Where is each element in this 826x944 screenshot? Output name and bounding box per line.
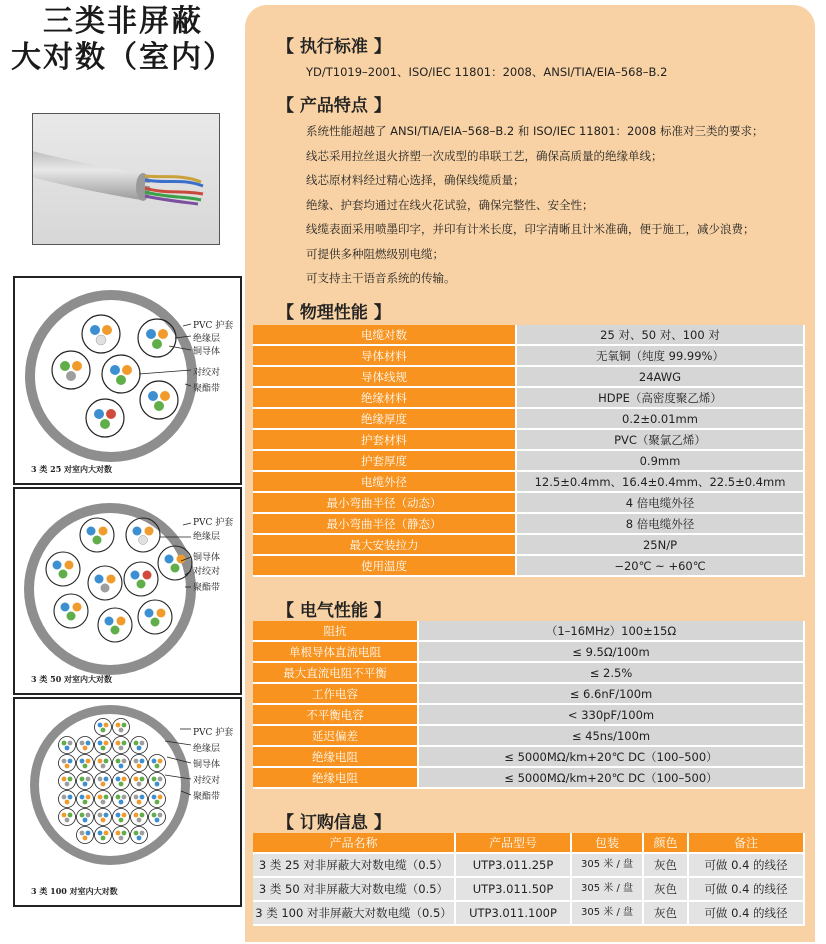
- conductor-dot: [98, 831, 103, 836]
- property-value: 8 倍电缆外径: [517, 514, 805, 535]
- conductor-dot: [140, 795, 145, 800]
- product-name: 3 类 100 对非屏蔽大对数电缆（0.5）: [253, 902, 456, 926]
- table-row: [253, 346, 805, 367]
- pair-unit: [77, 755, 94, 772]
- label-conductor: 铜导体: [193, 553, 221, 563]
- conductor-dot: [98, 741, 103, 746]
- conductor-dot: [116, 741, 121, 746]
- table-row: [253, 451, 805, 472]
- color: 灰色: [644, 902, 689, 926]
- conductor-dot: [137, 800, 142, 805]
- feature-item: 线芯原材料经过精心选择，确保线缆质量；: [306, 173, 525, 187]
- property-value: PVC（聚氯乙烯）: [517, 430, 805, 451]
- conductor-dot: [101, 836, 106, 841]
- conductor-dot: [65, 746, 70, 751]
- label-insulation: 绝缘层: [193, 532, 221, 542]
- property-name: 工作电容: [253, 684, 419, 705]
- conductor-dot: [86, 795, 91, 800]
- label-pvc-jacket: PVC 护套: [193, 321, 234, 331]
- property-value: 无氧铜（纯度 99.99%）: [517, 346, 805, 367]
- property-value: ≤ 45ns/100m: [419, 726, 805, 747]
- conductor-dot: [155, 764, 160, 769]
- property-name: 护套厚度: [253, 451, 517, 472]
- conductor-dot: [134, 813, 139, 818]
- property-value: 25N/P: [517, 535, 805, 556]
- table-row: [253, 493, 805, 514]
- diagram-100-pair: [13, 697, 242, 907]
- standards-text: YD/T1019–2001、ISO/IEC 11801：2008、ANSI/TIA/EIA–568–B.2: [306, 65, 668, 79]
- diagram-caption: 3 类 25 对室内大对数: [31, 464, 113, 474]
- feature-item: 绝缘、护套均通过在线火花试验，确保完整性、安全性；: [306, 198, 594, 212]
- conductor-dot: [101, 782, 106, 787]
- property-value: −20℃ ~ +60℃: [517, 556, 805, 577]
- conductor-dot: [152, 813, 157, 818]
- conductor-dot: [122, 759, 127, 764]
- label-pvc-jacket: PVC 护套: [193, 518, 234, 528]
- table-row: [253, 768, 805, 789]
- conductor-dot: [140, 831, 145, 836]
- conductor-dot: [101, 746, 106, 751]
- label-polyester-tape: 聚酯带: [193, 583, 221, 593]
- conductor-dot: [101, 728, 106, 733]
- pair-unit: [95, 719, 112, 736]
- pair-unit: [77, 809, 94, 826]
- packaging: 305 米 / 盘: [572, 878, 644, 902]
- conductor-dot: [122, 813, 127, 818]
- property-name: 绝缘材料: [253, 388, 517, 409]
- remark: 可做 0.4 的线径: [689, 878, 805, 902]
- conductor-dot: [65, 800, 70, 805]
- conductor-dot: [119, 728, 124, 733]
- conductor-dot: [158, 813, 163, 818]
- conductor-dot: [140, 777, 145, 782]
- property-name: 最小弯曲半径（动态）: [253, 493, 517, 514]
- conductor-dot: [83, 782, 88, 787]
- conductor-dot: [122, 741, 127, 746]
- conductor-dot: [62, 741, 67, 746]
- conductor-dot: [122, 723, 127, 728]
- property-name: 最大直流电阻不平衡: [253, 663, 419, 684]
- product-model: UTP3.011.25P: [456, 854, 572, 878]
- property-name: 绝缘厚度: [253, 409, 517, 430]
- cable-photo: [32, 113, 220, 245]
- conductor-dot: [122, 831, 127, 836]
- pair-unit: [59, 791, 76, 808]
- product-name: 3 类 25 对非屏蔽大对数电缆（0.5）: [253, 854, 456, 878]
- table-row: [253, 726, 805, 747]
- property-value: 12.5±0.4mm、16.4±0.4mm、22.5±0.4mm: [517, 472, 805, 493]
- conductor-dot: [119, 764, 124, 769]
- conductor-dot: [134, 741, 139, 746]
- pair-unit: [59, 755, 76, 772]
- pair-unit: [131, 809, 148, 826]
- conductor-dot: [134, 795, 139, 800]
- pair-unit: [113, 827, 130, 844]
- conductor-dot: [80, 813, 85, 818]
- conductor-dot: [134, 759, 139, 764]
- label-twisted-pair: 对绞对: [193, 368, 221, 378]
- property-name: 延迟偏差: [253, 726, 419, 747]
- conductor-dot: [80, 777, 85, 782]
- label-polyester-tape: 聚酯带: [193, 384, 221, 394]
- conductor-dot: [158, 759, 163, 764]
- conductor-dot: [140, 813, 145, 818]
- title-line-2: 大对数（室内）: [11, 40, 235, 75]
- table-header-row: [253, 833, 805, 854]
- conductor-dot: [98, 813, 103, 818]
- section-ordering-heading: 【 订购信息 】: [277, 813, 391, 833]
- conductor-dot: [101, 764, 106, 769]
- conductor-dot: [68, 813, 73, 818]
- label-insulation: 绝缘层: [193, 334, 221, 344]
- page-title: [0, 4, 246, 76]
- feature-item: 可提供多种阻燃级别电缆；: [306, 247, 444, 261]
- section-electrical-heading: 【 电气性能 】: [277, 601, 391, 621]
- pair-unit: [59, 773, 76, 790]
- remark: 可做 0.4 的线径: [689, 902, 805, 926]
- property-name: 不平衡电容: [253, 705, 419, 726]
- title-line-1: 三类非屏蔽: [43, 4, 203, 39]
- pair-unit: [95, 737, 112, 754]
- property-value: ≤ 6.6nF/100m: [419, 684, 805, 705]
- conductor-dot: [101, 800, 106, 805]
- conductor-dot: [68, 795, 73, 800]
- pair-unit: [95, 827, 112, 844]
- table-row: [253, 430, 805, 451]
- conductor-dot: [104, 813, 109, 818]
- conductor-dot: [86, 759, 91, 764]
- conductor-dot: [155, 818, 160, 823]
- pair-unit: [95, 755, 112, 772]
- pair-unit: [131, 755, 148, 772]
- conductor-dot: [68, 741, 73, 746]
- conductor-dot: [65, 764, 70, 769]
- conductor-dot: [86, 831, 91, 836]
- property-name: 最大安装拉力: [253, 535, 517, 556]
- pair-unit: [131, 737, 148, 754]
- table-row: [253, 535, 805, 556]
- pair-unit: [95, 773, 112, 790]
- conductor-dot: [134, 777, 139, 782]
- pair-unit: [95, 791, 112, 808]
- property-name: 导体线规: [253, 367, 517, 388]
- table-row: [253, 367, 805, 388]
- conductor-dot: [86, 741, 91, 746]
- conductor-dot: [98, 777, 103, 782]
- conductor-dot: [137, 746, 142, 751]
- conductor-dot: [68, 777, 73, 782]
- conductor-dot: [101, 818, 106, 823]
- pair-unit: [113, 737, 130, 754]
- packaging: 305 米 / 盘: [572, 902, 644, 926]
- conductor-dot: [158, 795, 163, 800]
- conductor-dot: [140, 741, 145, 746]
- pair-unit: [77, 737, 94, 754]
- pair-unit: [77, 773, 94, 790]
- table-row: [253, 556, 805, 577]
- conductor-dot: [83, 836, 88, 841]
- property-name: 电缆外径: [253, 472, 517, 493]
- product-model: UTP3.011.50P: [456, 878, 572, 902]
- label-twisted-pair: 对绞对: [193, 776, 221, 786]
- conductor-dot: [62, 813, 67, 818]
- conductor-dot: [62, 795, 67, 800]
- table-row: [253, 684, 805, 705]
- pair-unit: [95, 809, 112, 826]
- table-row: [253, 878, 805, 902]
- table-row: [253, 642, 805, 663]
- property-value: ≤ 5000MΩ/km+20℃ DC（100–500）: [419, 768, 805, 789]
- conductor-dot: [83, 764, 88, 769]
- conductor-dot: [116, 723, 121, 728]
- conductor-dot: [119, 836, 124, 841]
- conductor-dot: [116, 813, 121, 818]
- property-name: 最小弯曲半径（静态）: [253, 514, 517, 535]
- pair-unit: [113, 773, 130, 790]
- pair-unit: [149, 755, 166, 772]
- section-physical-heading: 【 物理性能 】: [277, 303, 391, 323]
- conductor-dot: [80, 741, 85, 746]
- table-row: [253, 388, 805, 409]
- conductor-dot: [104, 795, 109, 800]
- table-row: [253, 409, 805, 430]
- conductor-dot: [137, 818, 142, 823]
- pair-unit: [77, 827, 94, 844]
- property-value: ≤ 5000MΩ/km+20℃ DC（100–500）: [419, 747, 805, 768]
- diagram-25-pair: [13, 276, 242, 485]
- conductor-dot: [62, 759, 67, 764]
- conductor-dot: [134, 831, 139, 836]
- conductor-dot: [152, 777, 157, 782]
- conductor-dot: [65, 782, 70, 787]
- conductor-dot: [116, 759, 121, 764]
- cable-photo-image: [33, 114, 219, 244]
- physical-properties-table: [253, 325, 805, 577]
- conductor-dot: [68, 759, 73, 764]
- conductor-dot: [65, 818, 70, 823]
- table-row: [253, 854, 805, 878]
- label-insulation: 绝缘层: [193, 744, 221, 754]
- conductor-dot: [152, 795, 157, 800]
- conductor-dot: [122, 777, 127, 782]
- property-value: （1–16MHz）100±15Ω: [419, 621, 805, 642]
- pair-unit: [113, 755, 130, 772]
- property-name: 护套材料: [253, 430, 517, 451]
- pair-unit: [77, 791, 94, 808]
- pair-unit: [131, 791, 148, 808]
- product-name: 3 类 50 对非屏蔽大对数电缆（0.5）: [253, 878, 456, 902]
- diagram-50-pair: [13, 487, 242, 695]
- label-conductor: 铜导体: [193, 347, 221, 357]
- property-value: 4 倍电缆外径: [517, 493, 805, 514]
- conductor-dot: [104, 741, 109, 746]
- column-header: 产品名称: [253, 833, 456, 854]
- conductor-dot: [137, 782, 142, 787]
- conductor-dot: [104, 723, 109, 728]
- property-value: 0.2±0.01mm: [517, 409, 805, 430]
- conductor-dot: [155, 800, 160, 805]
- property-value: HDPE（高密度聚乙烯）: [517, 388, 805, 409]
- conductor-dot: [98, 759, 103, 764]
- pair-unit: [131, 773, 148, 790]
- property-name: 绝缘电阻: [253, 768, 419, 789]
- diagram-caption: 3 类 100 对室内大对数: [31, 886, 118, 896]
- conductor-dot: [80, 759, 85, 764]
- label-polyester-tape: 聚酯带: [193, 792, 221, 802]
- feature-item: 线芯采用拉丝退火挤塑一次成型的串联工艺，确保高质量的绝缘单线；: [306, 149, 663, 163]
- diagram-caption: 3 类 50 对室内大对数: [31, 674, 113, 684]
- property-value: 24AWG: [517, 367, 805, 388]
- pair-unit: [59, 809, 76, 826]
- conductor-dot: [140, 759, 145, 764]
- conductor-dot: [158, 777, 163, 782]
- conductor-dot: [104, 777, 109, 782]
- column-header: 包装: [572, 833, 644, 854]
- pair-unit: [113, 719, 130, 736]
- feature-item: 可支持主干语音系统的传输。: [306, 271, 456, 285]
- conductor-dot: [86, 813, 91, 818]
- table-row: [253, 325, 805, 346]
- table-row: [253, 902, 805, 926]
- feature-item: 线缆表面采用喷墨印字，并印有计米长度，印字清晰且计米准确，便于施工，减少浪费；: [306, 222, 755, 236]
- pair-unit: [113, 791, 130, 808]
- property-value: < 330pF/100m: [419, 705, 805, 726]
- pair-unit: [149, 809, 166, 826]
- property-name: 电缆对数: [253, 325, 517, 346]
- color: 灰色: [644, 854, 689, 878]
- conductor-dot: [122, 795, 127, 800]
- conductor-dot: [83, 746, 88, 751]
- conductor-dot: [119, 818, 124, 823]
- property-name: 单根导体直流电阻: [253, 642, 419, 663]
- table-row: [253, 663, 805, 684]
- property-value: ≤ 2.5%: [419, 663, 805, 684]
- product-model: UTP3.011.100P: [456, 902, 572, 926]
- conductor-dot: [80, 795, 85, 800]
- pair-unit: [149, 773, 166, 790]
- property-value: ≤ 9.5Ω/100m: [419, 642, 805, 663]
- pair-unit: [59, 737, 76, 754]
- packaging: 305 米 / 盘: [572, 854, 644, 878]
- property-value: 25 对、50 对、100 对: [517, 325, 805, 346]
- conductor-dot: [98, 723, 103, 728]
- conductor-dot: [152, 759, 157, 764]
- table-row: [253, 747, 805, 768]
- conductor-dot: [119, 746, 124, 751]
- table-row: [253, 705, 805, 726]
- table-row: [253, 621, 805, 642]
- conductor-dot: [98, 795, 103, 800]
- conductor-dot: [80, 831, 85, 836]
- label-pvc-jacket: PVC 护套: [193, 728, 234, 738]
- conductor-dot: [62, 777, 67, 782]
- conductor-dot: [116, 795, 121, 800]
- ordering-table: [253, 833, 805, 926]
- pair-unit: [149, 791, 166, 808]
- feature-item: 系统性能超越了 ANSI/TIA/EIA–568–B.2 和 ISO/IEC 11801：2008 标准对三类的要求；: [306, 124, 764, 138]
- color: 灰色: [644, 878, 689, 902]
- pair-unit: [131, 827, 148, 844]
- remark: 可做 0.4 的线径: [689, 854, 805, 878]
- conductor-dot: [116, 777, 121, 782]
- conductor-dot: [119, 782, 124, 787]
- conductor-dot: [83, 800, 88, 805]
- table-row: [253, 514, 805, 535]
- section-standards-heading: 【 执行标准 】: [277, 37, 391, 57]
- label-conductor: 铜导体: [193, 760, 221, 770]
- conductor-dot: [86, 777, 91, 782]
- conductor-dot: [104, 759, 109, 764]
- property-name: 阻抗: [253, 621, 419, 642]
- property-name: 导体材料: [253, 346, 517, 367]
- column-header: 产品型号: [456, 833, 572, 854]
- conductor-dot: [116, 831, 121, 836]
- conductor-dot: [104, 831, 109, 836]
- property-name: 绝缘电阻: [253, 747, 419, 768]
- property-name: 使用温度: [253, 556, 517, 577]
- column-header: 备注: [689, 833, 805, 854]
- conductor-dot: [155, 782, 160, 787]
- table-row: [253, 472, 805, 493]
- conductor-dot: [137, 764, 142, 769]
- pair-unit: [113, 809, 130, 826]
- section-features-heading: 【 产品特点 】: [277, 96, 391, 116]
- property-value: 0.9mm: [517, 451, 805, 472]
- conductor-dot: [119, 800, 124, 805]
- conductor-dot: [137, 836, 142, 841]
- electrical-properties-table: [253, 621, 805, 789]
- column-header: 颜色: [644, 833, 689, 854]
- conductor-dot: [83, 818, 88, 823]
- label-twisted-pair: 对绞对: [193, 567, 221, 577]
